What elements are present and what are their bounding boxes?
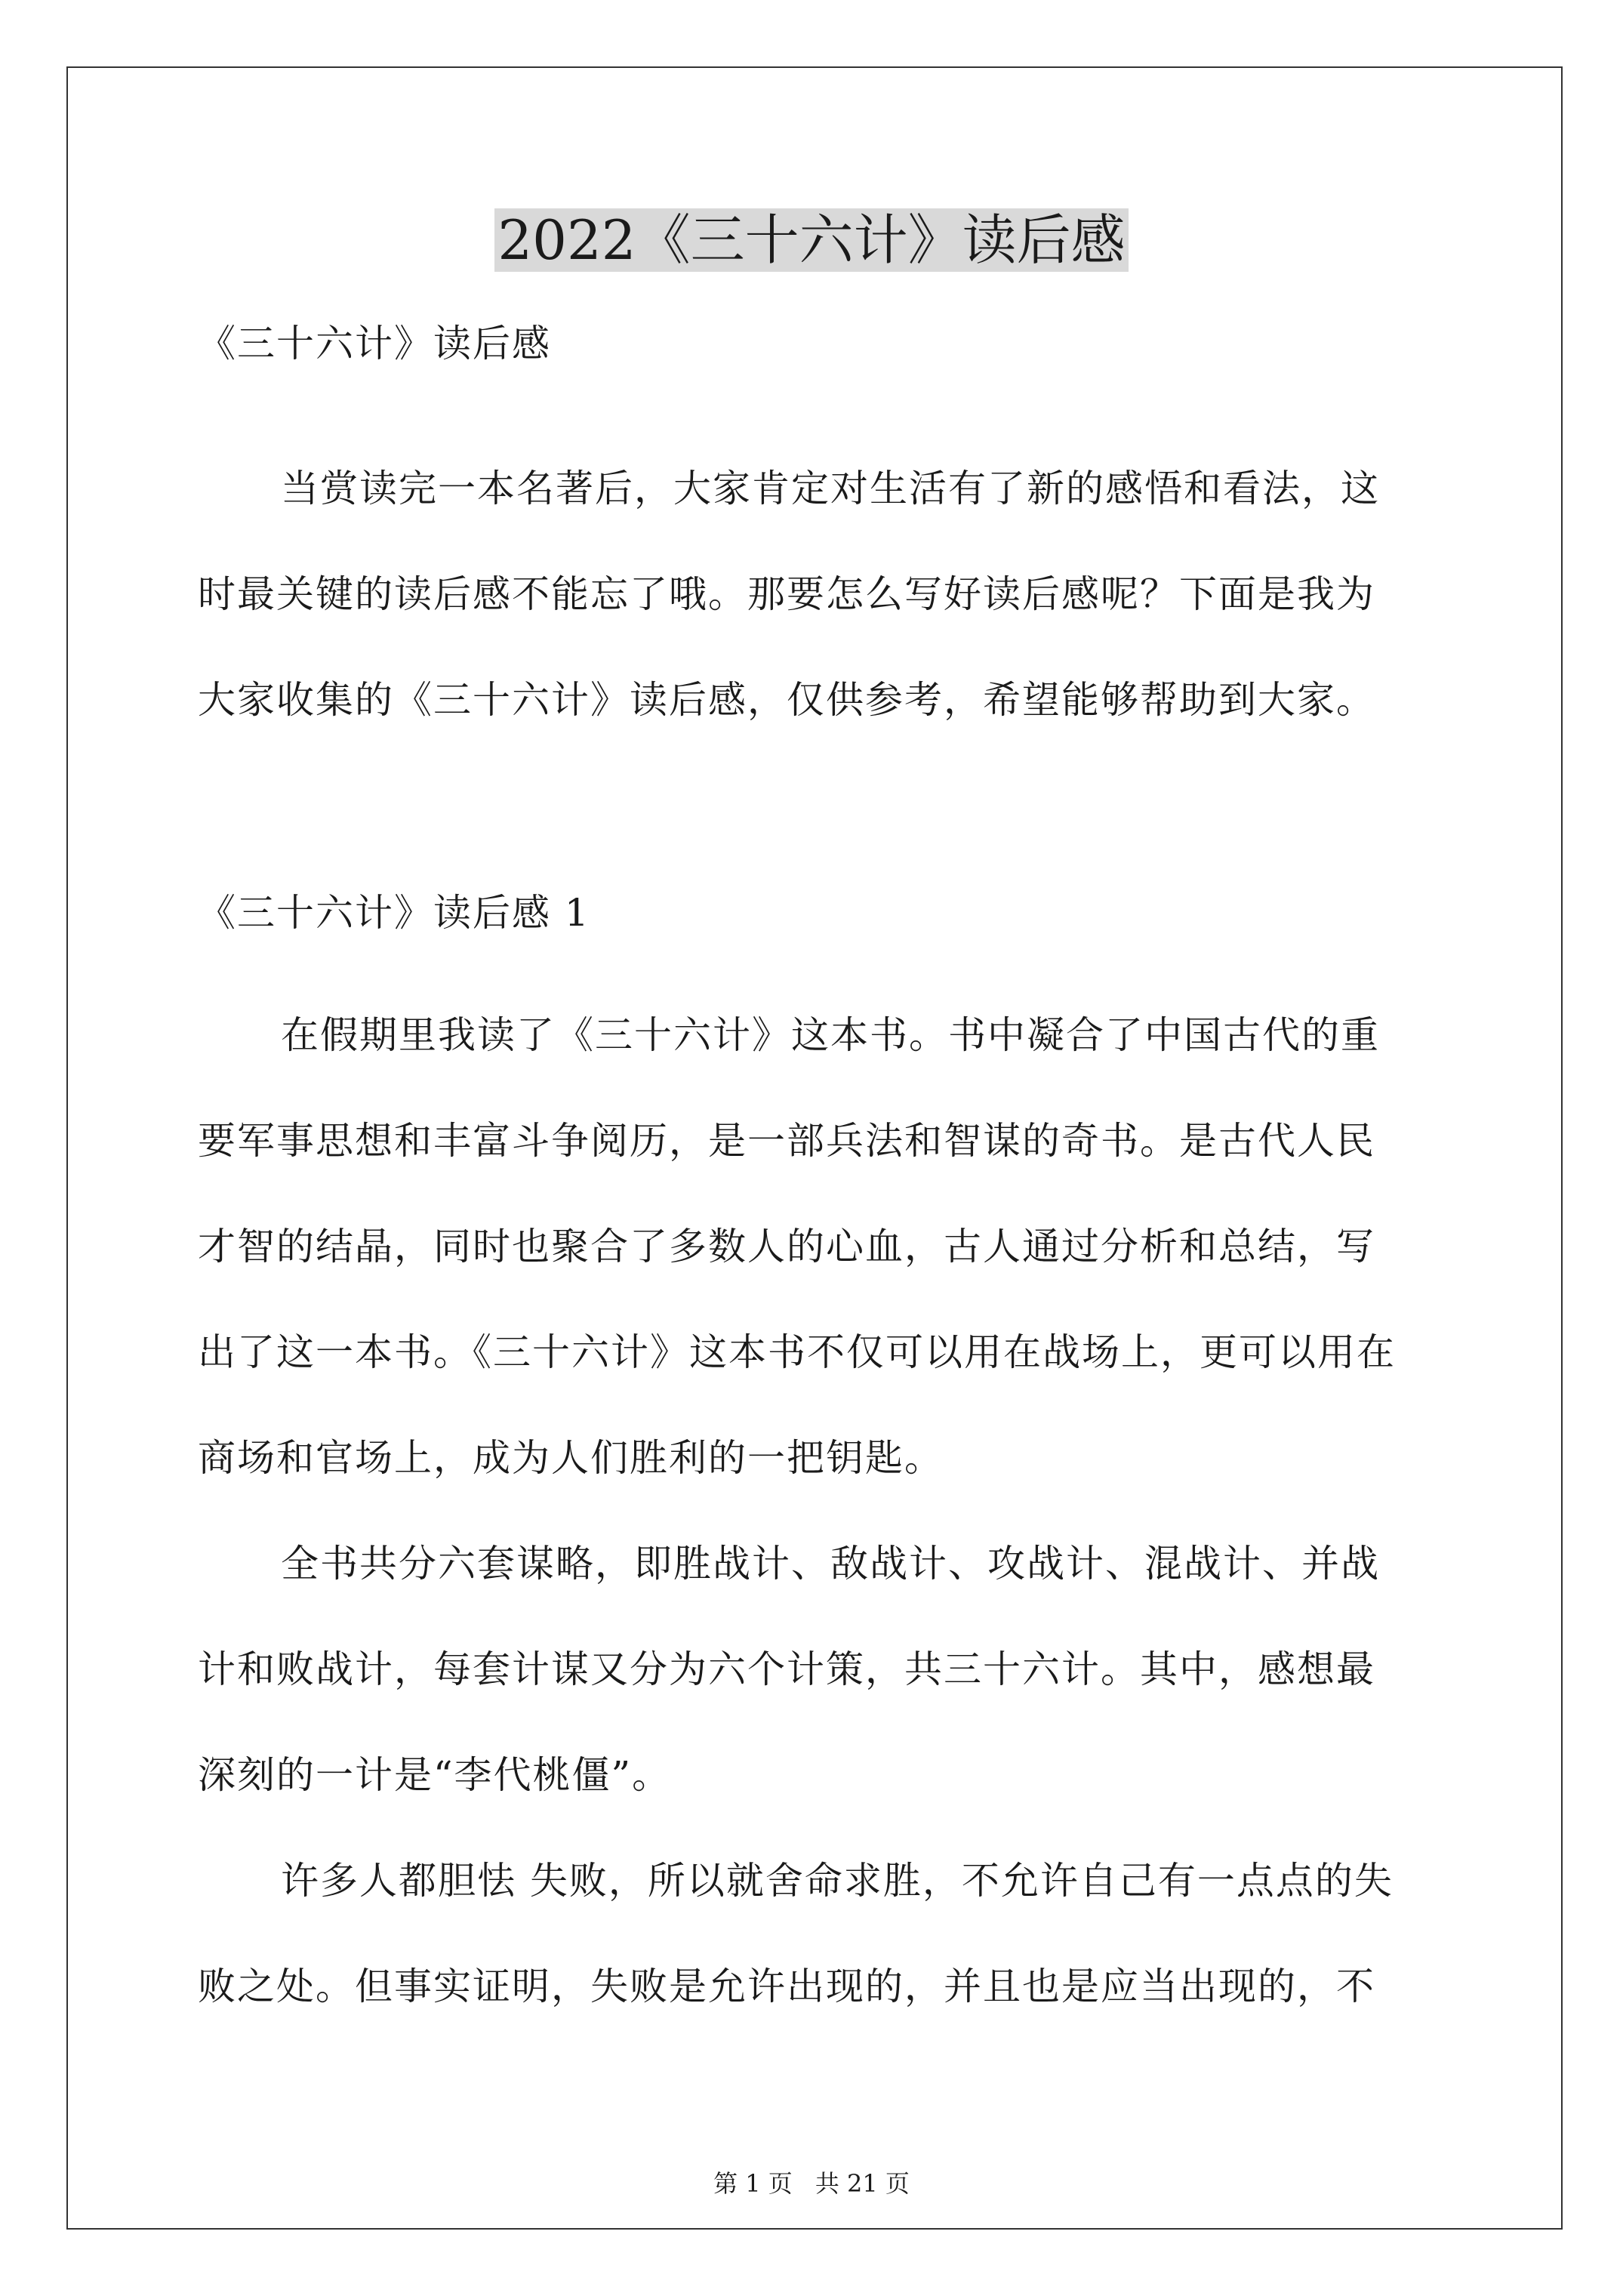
page-footer xyxy=(0,2167,1623,2200)
document-title: 2022《三十六计》读后感 xyxy=(0,202,1623,278)
para2-line-1: 全书共分六套谋略，即胜战计、敌战计、攻战计、混战计、并战 xyxy=(281,1542,1380,1586)
para1-line-3: 才智的结晶，同时也聚合了多数人的心血，古人通过分析和总结，写 xyxy=(198,1225,1375,1268)
page-total: 共 21 页 xyxy=(815,2169,910,2198)
para1-line-4: 出了这一本书。《三十六计》这本书不仅可以用在战场上，更可以用在 xyxy=(198,1330,1396,1374)
intro-line-2: 时最关键的读后感不能忘了哦。那要怎么写好读后感呢？下面是我为 xyxy=(198,572,1375,616)
para1-line-2: 要军事思想和丰富斗争阅历，是一部兵法和智谋的奇书。是古代人民 xyxy=(198,1119,1375,1163)
intro-line-3: 大家收集的《三十六计》读后感，仅供参考，希望能够帮助到大家。 xyxy=(198,678,1375,722)
para2-line-2: 计和败战计，每套计谋又分为六个计策，共三十六计。其中，感想最 xyxy=(198,1647,1375,1691)
intro-line-1: 当赏读完一本名著后，大家肯定对生活有了新的感悟和看法，这 xyxy=(281,467,1380,510)
para3-line-1: 许多人都胆怯 失败，所以就舍命求胜，不允许自己有一点点的失 xyxy=(281,1859,1394,1903)
para2-line-3: 深刻的一计是“李代桃僵”。 xyxy=(198,1753,672,1797)
section-heading: 《三十六计》读后感 1 xyxy=(198,891,590,935)
subtitle: 《三十六计》读后感 xyxy=(198,322,551,365)
para3-line-2: 败之处。但事实证明，失败是允许出现的，并且也是应当出现的，不 xyxy=(198,1965,1375,2008)
page-number: 第 1 页 xyxy=(713,2169,793,2198)
para1-line-5: 商场和官场上，成为人们胜利的一把钥匙。 xyxy=(198,1436,944,1480)
para1-line-1: 在假期里我读了《三十六计》这本书。书中凝合了中国古代的重 xyxy=(281,1013,1380,1057)
